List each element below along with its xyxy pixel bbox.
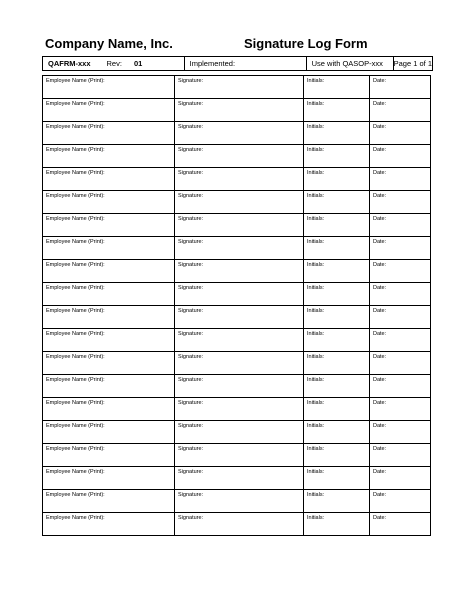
signature-field[interactable] xyxy=(175,122,304,145)
table-row xyxy=(43,283,431,306)
implemented-cell xyxy=(185,57,307,70)
table-row xyxy=(43,306,431,329)
date-field-label: Date: xyxy=(373,331,387,337)
employee-name-field[interactable] xyxy=(43,237,175,260)
employee-name-field[interactable] xyxy=(43,191,175,214)
employee-name-field[interactable] xyxy=(43,398,175,421)
signature-field-label: Signature: xyxy=(178,239,204,245)
signature-field[interactable] xyxy=(175,375,304,398)
employee-name-field[interactable] xyxy=(43,329,175,352)
use-with-label: Use with QASOP-xxx xyxy=(311,59,383,68)
signature-field[interactable] xyxy=(175,76,304,99)
signature-field[interactable] xyxy=(175,398,304,421)
signature-field[interactable] xyxy=(175,283,304,306)
date-field[interactable] xyxy=(370,467,431,490)
employee-name-field[interactable] xyxy=(43,122,175,145)
employee-name-field-label: Employee Name (Print): xyxy=(46,285,105,291)
date-field[interactable] xyxy=(370,168,431,191)
employee-name-field-label: Employee Name (Print): xyxy=(46,216,105,222)
signature-field[interactable] xyxy=(175,191,304,214)
date-field-label: Date: xyxy=(373,400,387,406)
date-field-label: Date: xyxy=(373,423,387,429)
signature-field-label: Signature: xyxy=(178,469,204,475)
date-field[interactable] xyxy=(370,352,431,375)
initials-field-label: Initials: xyxy=(307,492,325,498)
initials-field-label: Initials: xyxy=(307,446,325,452)
employee-name-field-label: Employee Name (Print): xyxy=(46,446,105,452)
implemented-label: Implemented: xyxy=(189,59,236,68)
initials-field[interactable] xyxy=(304,490,370,513)
initials-field-label: Initials: xyxy=(307,400,325,406)
signature-field-label: Signature: xyxy=(178,515,204,521)
date-field[interactable] xyxy=(370,306,431,329)
signature-field-label: Signature: xyxy=(178,216,204,222)
signature-field-label: Signature: xyxy=(178,124,204,130)
initials-field-label: Initials: xyxy=(307,331,325,337)
signature-field-label: Signature: xyxy=(178,101,204,107)
use-with-cell xyxy=(307,57,394,70)
employee-name-field[interactable] xyxy=(43,76,175,99)
initials-field-label: Initials: xyxy=(307,216,325,222)
table-row xyxy=(43,490,431,513)
signature-field[interactable] xyxy=(175,306,304,329)
employee-name-field[interactable] xyxy=(43,260,175,283)
table-row xyxy=(43,122,431,145)
employee-name-field-label: Employee Name (Print): xyxy=(46,400,105,406)
employee-name-field-label: Employee Name (Print): xyxy=(46,124,105,130)
signature-field-label: Signature: xyxy=(178,331,204,337)
employee-name-field-label: Employee Name (Print): xyxy=(46,239,105,245)
signature-field-label: Signature: xyxy=(178,78,204,84)
initials-field-label: Initials: xyxy=(307,262,325,268)
form-info-bar xyxy=(42,56,433,71)
date-field-label: Date: xyxy=(373,469,387,475)
date-field-label: Date: xyxy=(373,308,387,314)
date-field-label: Date: xyxy=(373,492,387,498)
signature-field-label: Signature: xyxy=(178,423,204,429)
signature-field-label: Signature: xyxy=(178,170,204,176)
table-row xyxy=(43,191,431,214)
date-field[interactable] xyxy=(370,99,431,122)
signature-field[interactable] xyxy=(175,237,304,260)
initials-field-label: Initials: xyxy=(307,78,325,84)
date-field-label: Date: xyxy=(373,239,387,245)
table-row xyxy=(43,352,431,375)
initials-field-label: Initials: xyxy=(307,124,325,130)
signature-field[interactable] xyxy=(175,467,304,490)
employee-name-field[interactable] xyxy=(43,490,175,513)
signature-field[interactable] xyxy=(175,214,304,237)
signature-field-label: Signature: xyxy=(178,147,204,153)
signature-field[interactable] xyxy=(175,513,304,536)
initials-field[interactable] xyxy=(304,467,370,490)
date-field[interactable] xyxy=(370,214,431,237)
initials-field-label: Initials: xyxy=(307,308,325,314)
signature-field-label: Signature: xyxy=(178,193,204,199)
date-field-label: Date: xyxy=(373,377,387,383)
initials-field[interactable] xyxy=(304,398,370,421)
signature-field[interactable] xyxy=(175,490,304,513)
date-field[interactable] xyxy=(370,444,431,467)
signature-field[interactable] xyxy=(175,329,304,352)
employee-name-field[interactable] xyxy=(43,168,175,191)
initials-field-label: Initials: xyxy=(307,147,325,153)
date-field[interactable] xyxy=(370,329,431,352)
form-code: QAFRM-xxx xyxy=(48,59,91,68)
date-field-label: Date: xyxy=(373,78,387,84)
initials-field[interactable] xyxy=(304,214,370,237)
initials-field-label: Initials: xyxy=(307,423,325,429)
signature-field-label: Signature: xyxy=(178,400,204,406)
employee-name-field-label: Employee Name (Print): xyxy=(46,308,105,314)
employee-name-field-label: Employee Name (Print): xyxy=(46,147,105,153)
signature-field-label: Signature: xyxy=(178,492,204,498)
employee-name-field-label: Employee Name (Print): xyxy=(46,78,105,84)
company-name: Company Name, Inc. xyxy=(45,36,173,51)
date-field-label: Date: xyxy=(373,446,387,452)
employee-name-field-label: Employee Name (Print): xyxy=(46,492,105,498)
date-field[interactable] xyxy=(370,260,431,283)
table-row xyxy=(43,375,431,398)
date-field[interactable] xyxy=(370,237,431,260)
date-field-label: Date: xyxy=(373,515,387,521)
initials-field[interactable] xyxy=(304,99,370,122)
employee-name-field-label: Employee Name (Print): xyxy=(46,193,105,199)
table-row xyxy=(43,329,431,352)
initials-field[interactable] xyxy=(304,145,370,168)
date-field-label: Date: xyxy=(373,124,387,130)
date-field-label: Date: xyxy=(373,170,387,176)
signature-field-label: Signature: xyxy=(178,354,204,360)
date-field-label: Date: xyxy=(373,193,387,199)
signature-field[interactable] xyxy=(175,352,304,375)
initials-field[interactable] xyxy=(304,191,370,214)
initials-field[interactable] xyxy=(304,444,370,467)
initials-field[interactable] xyxy=(304,421,370,444)
employee-name-field[interactable] xyxy=(43,99,175,122)
date-field-label: Date: xyxy=(373,216,387,222)
date-field-label: Date: xyxy=(373,262,387,268)
date-field[interactable] xyxy=(370,283,431,306)
date-field[interactable] xyxy=(370,191,431,214)
signature-field[interactable] xyxy=(175,444,304,467)
date-field-label: Date: xyxy=(373,354,387,360)
table-row xyxy=(43,444,431,467)
signature-field[interactable] xyxy=(175,145,304,168)
initials-field-label: Initials: xyxy=(307,469,325,475)
employee-name-field[interactable] xyxy=(43,421,175,444)
employee-name-field-label: Employee Name (Print): xyxy=(46,469,105,475)
employee-name-field-label: Employee Name (Print): xyxy=(46,170,105,176)
initials-field[interactable] xyxy=(304,122,370,145)
initials-field-label: Initials: xyxy=(307,101,325,107)
form-title: Signature Log Form xyxy=(244,36,368,51)
initials-field[interactable] xyxy=(304,352,370,375)
page-number: Page 1 of 1 xyxy=(393,59,432,68)
employee-name-field[interactable] xyxy=(43,145,175,168)
date-field[interactable] xyxy=(370,145,431,168)
table-row xyxy=(43,237,431,260)
table-row xyxy=(43,145,431,168)
date-field[interactable] xyxy=(370,398,431,421)
initials-field[interactable] xyxy=(304,260,370,283)
signature-field-label: Signature: xyxy=(178,308,204,314)
initials-field[interactable] xyxy=(304,306,370,329)
date-field[interactable] xyxy=(370,122,431,145)
initials-field[interactable] xyxy=(304,375,370,398)
signature-field-label: Signature: xyxy=(178,446,204,452)
table-row xyxy=(43,168,431,191)
employee-name-field-label: Employee Name (Print): xyxy=(46,262,105,268)
employee-name-field[interactable] xyxy=(43,444,175,467)
employee-name-field-label: Employee Name (Print): xyxy=(46,354,105,360)
employee-name-field-label: Employee Name (Print): xyxy=(46,101,105,107)
initials-field[interactable] xyxy=(304,168,370,191)
form-code-cell xyxy=(43,57,185,70)
initials-field[interactable] xyxy=(304,76,370,99)
table-row xyxy=(43,76,431,99)
initials-field-label: Initials: xyxy=(307,515,325,521)
signature-field-label: Signature: xyxy=(178,262,204,268)
employee-name-field[interactable] xyxy=(43,375,175,398)
table-row xyxy=(43,260,431,283)
initials-field-label: Initials: xyxy=(307,377,325,383)
employee-name-field[interactable] xyxy=(43,467,175,490)
signature-field[interactable] xyxy=(175,260,304,283)
initials-field-label: Initials: xyxy=(307,354,325,360)
date-field[interactable] xyxy=(370,513,431,536)
initials-field[interactable] xyxy=(304,329,370,352)
initials-field[interactable] xyxy=(304,283,370,306)
employee-name-field-label: Employee Name (Print): xyxy=(46,515,105,521)
signature-field-label: Signature: xyxy=(178,377,204,383)
table-row xyxy=(43,513,431,536)
employee-name-field[interactable] xyxy=(43,306,175,329)
table-row xyxy=(43,214,431,237)
date-field-label: Date: xyxy=(373,101,387,107)
signature-field[interactable] xyxy=(175,99,304,122)
initials-field[interactable] xyxy=(304,237,370,260)
signature-field-label: Signature: xyxy=(178,285,204,291)
table-row xyxy=(43,467,431,490)
date-field[interactable] xyxy=(370,490,431,513)
signature-field[interactable] xyxy=(175,168,304,191)
table-row xyxy=(43,99,431,122)
signature-log-body xyxy=(43,76,431,536)
table-row xyxy=(43,421,431,444)
employee-name-field[interactable] xyxy=(43,283,175,306)
date-field[interactable] xyxy=(370,76,431,99)
signature-log-table xyxy=(42,75,431,536)
date-field[interactable] xyxy=(370,421,431,444)
initials-field[interactable] xyxy=(304,513,370,536)
employee-name-field[interactable] xyxy=(43,513,175,536)
employee-name-field-label: Employee Name (Print): xyxy=(46,331,105,337)
rev-label: Rev: xyxy=(106,59,122,68)
initials-field-label: Initials: xyxy=(307,285,325,291)
date-field-label: Date: xyxy=(373,285,387,291)
rev-value: 01 xyxy=(133,59,143,68)
employee-name-field[interactable] xyxy=(43,214,175,237)
initials-field-label: Initials: xyxy=(307,193,325,199)
employee-name-field[interactable] xyxy=(43,352,175,375)
employee-name-field-label: Employee Name (Print): xyxy=(46,377,105,383)
date-field-label: Date: xyxy=(373,147,387,153)
page-number-cell xyxy=(394,57,432,70)
employee-name-field-label: Employee Name (Print): xyxy=(46,423,105,429)
initials-field-label: Initials: xyxy=(307,170,325,176)
initials-field-label: Initials: xyxy=(307,239,325,245)
table-row xyxy=(43,398,431,421)
signature-field[interactable] xyxy=(175,421,304,444)
date-field[interactable] xyxy=(370,375,431,398)
